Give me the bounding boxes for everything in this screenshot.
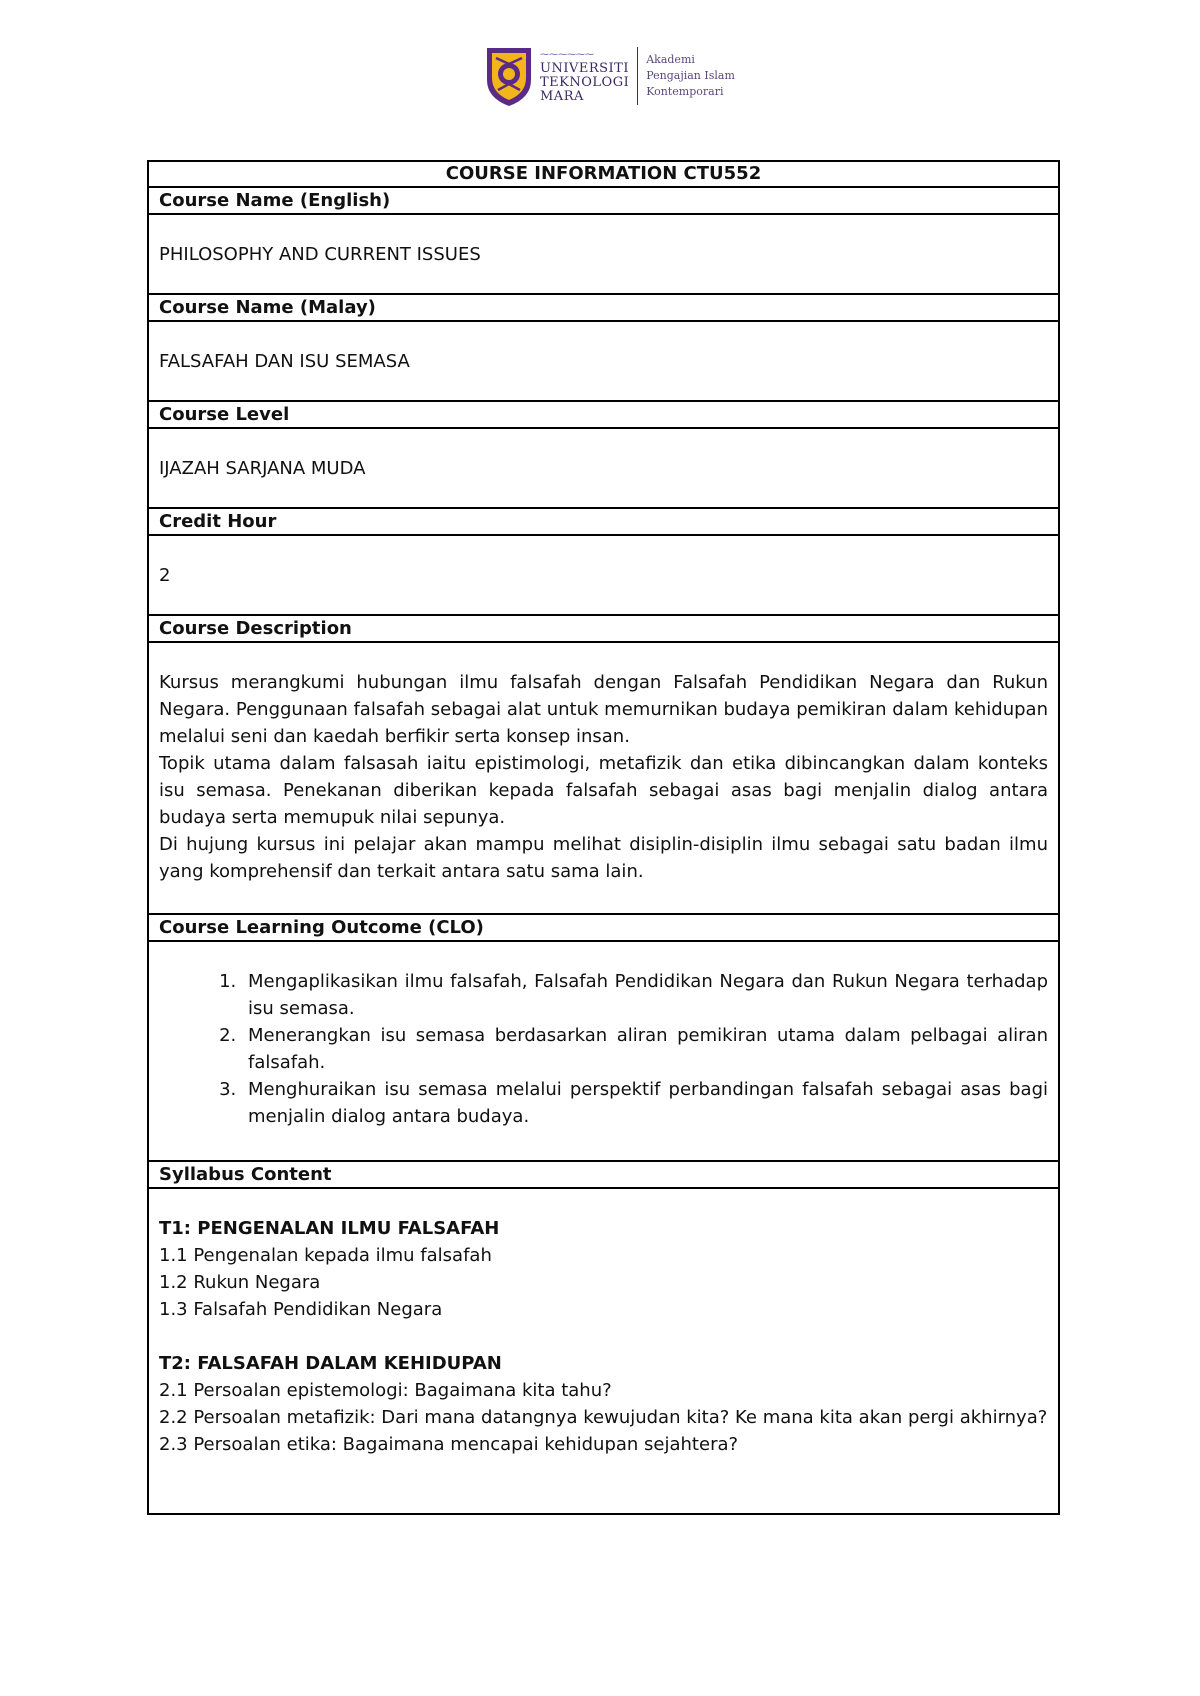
uitm-logo <box>484 44 735 108</box>
syllabus-subtopic: 2.2 Persoalan metafizik: Dari mana datangnya kewujudan kita? Ke mana kita akan pergi akhirnya? <box>159 1407 1048 1428</box>
university-name-line: TEKNOLOGI <box>540 75 630 90</box>
course-description-body <box>148 642 1059 914</box>
course-name-malay-label: Course Name (Malay) <box>148 294 1059 321</box>
syllabus-subtopic: 2.1 Persoalan epistemologi: Bagaimana kita tahu? <box>159 1380 612 1401</box>
clo-item: 1. Mengaplikasikan ilmu falsafah, Falsafah Pendidikan Negara dan Rukun Negara terhadap isu semasa. <box>242 968 1048 1022</box>
course-information-table <box>147 160 1060 1515</box>
university-name-line: UNIVERSITI <box>540 61 629 76</box>
course-description-label: Course Description <box>148 615 1059 642</box>
credit-hour-label: Credit Hour <box>148 508 1059 535</box>
university-crest-icon <box>484 44 534 108</box>
syllabus-subtopic: 1.1 Pengenalan kepada ilmu falsafah <box>159 1245 492 1266</box>
clo-list <box>159 968 1048 1130</box>
credit-hour-value: 2 <box>148 535 1059 615</box>
syllabus-body <box>148 1188 1059 1514</box>
table-heading: COURSE INFORMATION CTU552 <box>148 161 1059 187</box>
clo-label: Course Learning Outcome (CLO) <box>148 914 1059 941</box>
course-name-english-label: Course Name (English) <box>148 187 1059 214</box>
academy-name-line: Pengajian Islam <box>646 69 735 82</box>
course-name-malay-value: FALSAFAH DAN ISU SEMASA <box>148 321 1059 401</box>
university-name <box>540 48 629 104</box>
syllabus-topic-title: T2: FALSAFAH DALAM KEHIDUPAN <box>159 1353 502 1374</box>
academy-name-line: Kontemporari <box>646 85 724 98</box>
course-level-label: Course Level <box>148 401 1059 428</box>
syllabus-label: Syllabus Content <box>148 1161 1059 1188</box>
course-name-english-value: PHILOSOPHY AND CURRENT ISSUES <box>148 214 1059 294</box>
university-name-line: MARA <box>540 89 584 104</box>
academy-name <box>646 52 735 100</box>
academy-name-line: Akademi <box>646 53 695 66</box>
clo-body <box>148 941 1059 1161</box>
syllabus-subtopic: 1.3 Falsafah Pendidikan Negara <box>159 1299 443 1320</box>
jawi-script-mark: ⁓⁓⁓⁓⁓⁓ <box>540 50 594 60</box>
syllabus-topic-title: T1: PENGENALAN ILMU FALSAFAH <box>159 1218 500 1239</box>
logo-divider <box>637 47 638 105</box>
description-paragraph: Kursus merangkumi hubungan ilmu falsafah dengan Falsafah Pendidikan Negara dan Rukun Negara. Penggunaan falsafah sebagai alat untuk memurnikan budaya pemikiran dalam kehidupan melalui seni dan kaedah berfikir serta konsep insan. <box>159 672 1048 747</box>
syllabus-subtopic: 2.3 Persoalan etika: Bagaimana mencapai kehidupan sejahtera? <box>159 1434 739 1455</box>
description-paragraph: Topik utama dalam falsasah iaitu epistimologi, metafizik dan etika dibincangkan dalam konteks isu semasa. Penekanan diberikan kepada falsafah sebagai asas bagi menjalin dialog antara budaya serta memupuk nilai sepunya. <box>159 753 1048 828</box>
course-level-value: IJAZAH SARJANA MUDA <box>148 428 1059 508</box>
clo-item: 3. Menghuraikan isu semasa melalui perspektif perbandingan falsafah sebagai asas bagi menjalin dialog antara budaya. <box>242 1076 1048 1130</box>
description-paragraph: Di hujung kursus ini pelajar akan mampu melihat disiplin-disiplin ilmu sebagai satu badan ilmu yang komprehensif dan terkait antara satu sama lain. <box>159 834 1048 882</box>
clo-item: 2. Menerangkan isu semasa berdasarkan aliran pemikiran utama dalam pelbagai aliran falsafah. <box>242 1022 1048 1076</box>
topic-spacer <box>159 1323 1048 1350</box>
syllabus-subtopic: 1.2 Rukun Negara <box>159 1272 321 1293</box>
